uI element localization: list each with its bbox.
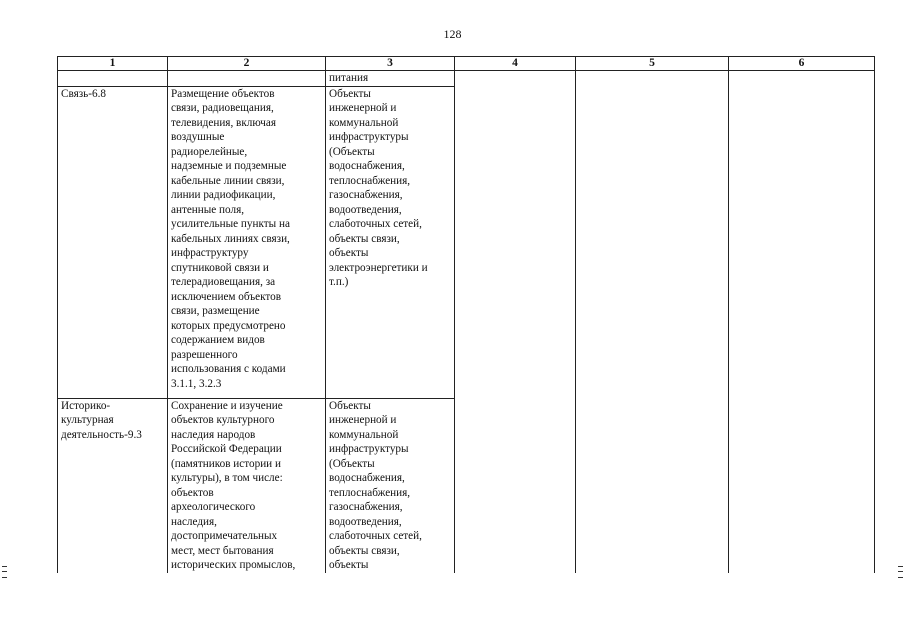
header-row: [58, 57, 875, 71]
cell-col6-empty: [729, 71, 875, 573]
page-number: 128: [443, 27, 462, 41]
cell-auxiliary-usage: Объекты инженерной и коммунальной инфраструктуры (Объекты водоснабжения, теплоснабжения, газоснабжения, водоотведения, слаботочных сетей, объекты связи, объекты электроэнергетики и т.п.): [326, 86, 455, 398]
zoning-table: [57, 56, 875, 573]
cell-auxiliary-continuation: питания: [326, 71, 455, 87]
cell-usage-description: Размещение объектов связи, радиовещания, телевидения, включая воздушные радиорелейные, надземные и подземные кабельные линии связи, линии радиофикации, антенные поля, усилительные пункты на кабельных линиях связи, инфраструктуру спутниковой связи и телерадиовещания, за исключением объектов связи, размещение которых предусмотрено содержанием видов разрешенного использования с кодами 3.1.1, 3.2.3: [168, 86, 326, 398]
header-col-2: 2: [168, 57, 326, 71]
scan-edge-mark-right: [898, 566, 903, 578]
scan-edge-mark-left: [2, 566, 7, 578]
header-col-1: 1: [58, 57, 168, 71]
cell-col4-empty: [455, 71, 576, 573]
table-row-continuation: [58, 71, 875, 87]
header-col-3: 3: [326, 57, 455, 71]
cell-usage-name: Связь-6.8: [58, 86, 168, 398]
cell-usage-description: Сохранение и изучение объектов культурного наследия народов Российской Федерации (памятников истории и культуры), в том числе: объектов археологического наследия, достопримечательных мест, мест бытования исторических промыслов,: [168, 398, 326, 573]
header-col-5: 5: [576, 57, 729, 71]
header-col-6: 6: [729, 57, 875, 71]
cell-empty: [58, 71, 168, 87]
cell-usage-name: Историко- культурная деятельность-9.3: [58, 398, 168, 573]
cell-auxiliary-usage: Объекты инженерной и коммунальной инфраструктуры (Объекты водоснабжения, теплоснабжения, газоснабжения, водоотведения, слаботочных сетей, объекты связи, объекты: [326, 398, 455, 573]
cell-col5-empty: [576, 71, 729, 573]
cell-empty: [168, 71, 326, 87]
header-col-4: 4: [455, 57, 576, 71]
